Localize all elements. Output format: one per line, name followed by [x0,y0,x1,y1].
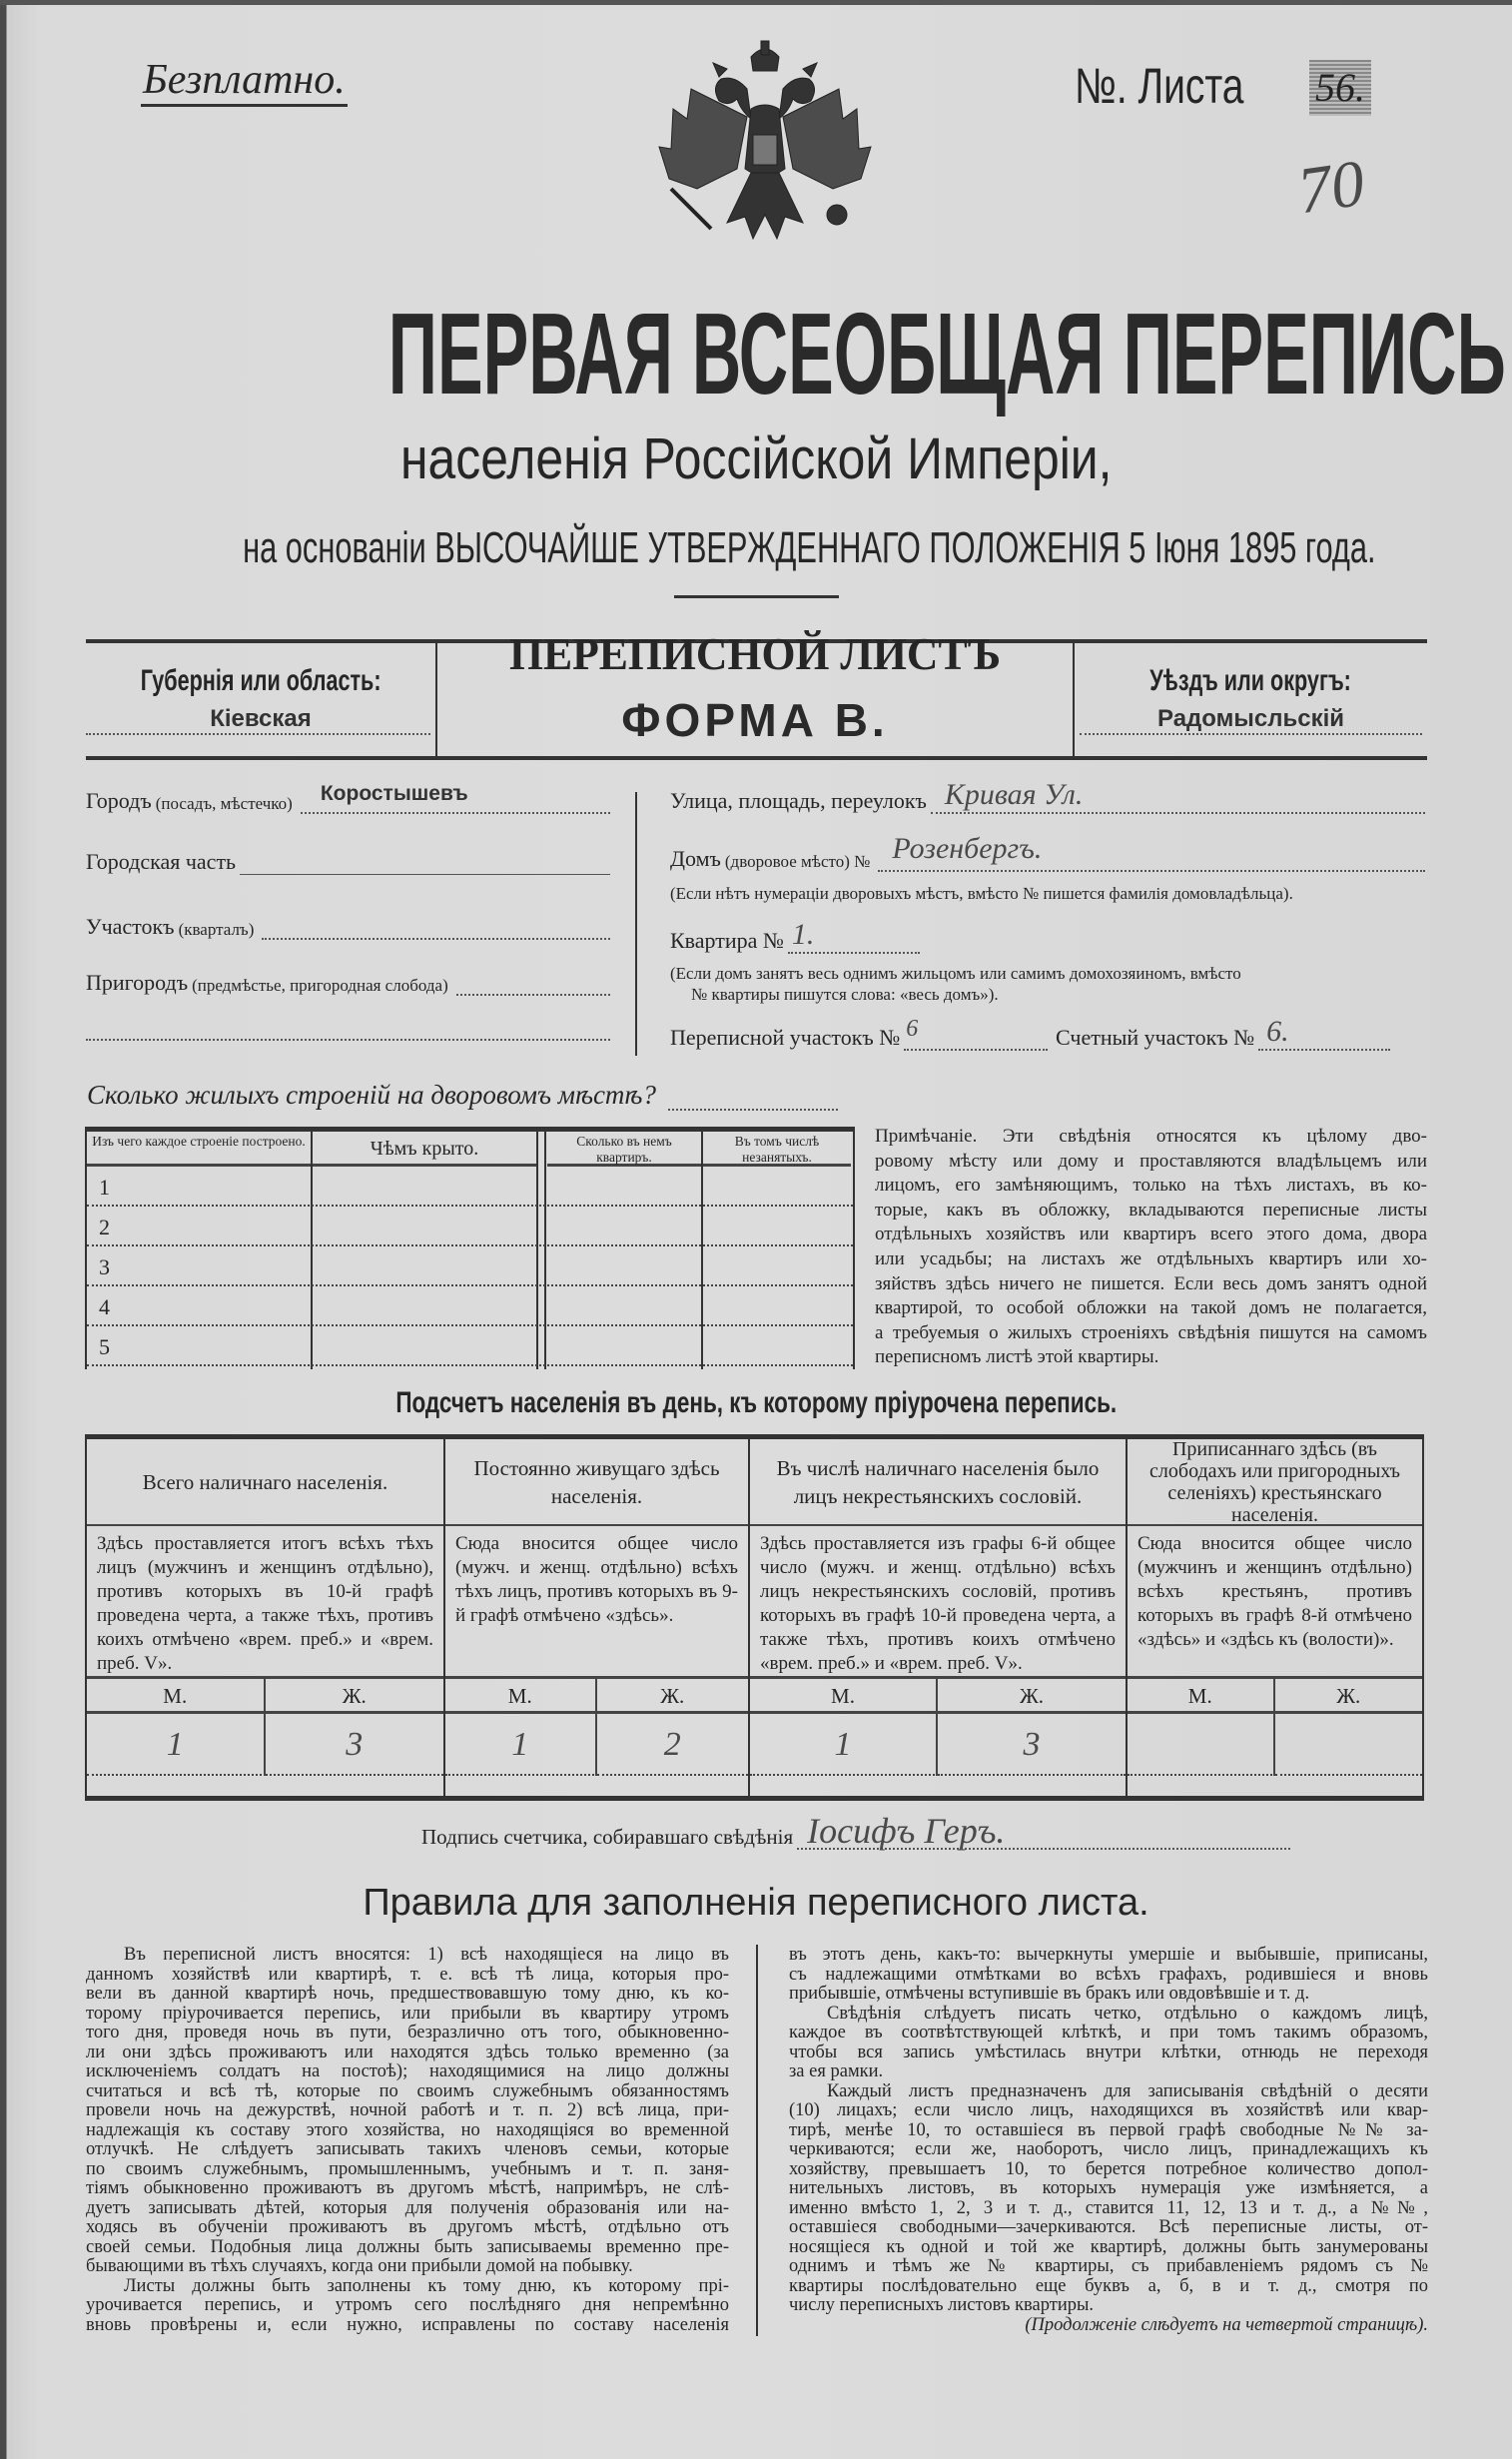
rules-left-column [86,1946,729,2335]
column-description: Здѣсь проставляется изъ графы 6-й общее число (мужч. и женщ. отдѣльно) всѣхъ лицъ некрестьянскихъ сословій, противъ которыхъ въ графѣ 10-й проведена черта, а также тѣхъ, противъ коихъ отмѣчено «врем. преб.» и «врем. преб. V». [750,1526,1126,1679]
house-sublabel: (дворовое мѣсто) № [724,852,871,871]
rules-line: исключеніемъ солдатъ на постоѣ); находящимися на лицо должны [86,2062,729,2081]
note-text [875,1125,1427,1370]
buildings-col-apartments: Сколько въ немъ квартиръ. [547,1132,701,1167]
male-header: М. [1128,1679,1275,1714]
precinct-sublabel: (кварталъ) [178,920,255,939]
basis-main: ВЫСОЧАЙШЕ УТВЕРЖДЕННАГО ПОЛОЖЕНІЯ 5 Іюня 1895 года. [434,523,1376,572]
female-count[interactable]: 3 [938,1714,1126,1776]
district-value: Радомысльскій [1157,705,1344,732]
row-number: 1 [99,1175,110,1200]
suburb-field[interactable] [86,966,610,996]
rules-line: (10) лицахъ; если число лицъ, находящихся въ хозяйствѣ или квар- [789,2101,1428,2120]
rules-line: Листы должны быть заполнены къ тому дню, къ которому прі- [124,2276,729,2296]
signature-label: Подпись счетчика, собиравшаго свѣдѣнія [421,1825,794,1849]
table-row[interactable] [87,1286,853,1326]
rules-line: тирѣ, менѣе 10, то оставшіеся въ первой графѣ свободные №№ за- [789,2120,1428,2140]
rules-line: прибывшіе, отмѣчены вступившіе въ бракъ или овдовѣвшіе и т. д. [789,1985,1310,2004]
buildings-col-roof: Чѣмъ крыто. [313,1132,536,1167]
apartment-note-2: № квартиры пишутся слова: «весь домъ»). [691,985,999,1004]
house-label: Домъ [670,846,721,871]
rules-line: ли они здѣсь проживаютъ или находятся здѣсь только временно (за [86,2043,729,2062]
form-label: ФОРМА В. [621,694,889,746]
buildings-question: Сколько жилыхъ строеній на дворовомъ мѣстѣ? [87,1080,656,1110]
population-title: Подсчетъ населенія въ день, къ которому пріурочена перепись. [395,1386,1117,1419]
column-divider [756,1945,758,2336]
rules-title: Правила для заполненія переписного листа. [363,1882,1149,1924]
rules-line: (Продолженіе слѣдуетъ на четвертой страницѣ). [1025,2315,1428,2335]
count-section-label: Счетный участокъ № [1056,1025,1255,1050]
note-line: квартирой, то особой обложки на такой домъ не полагается, [875,1297,1427,1319]
apartment-field[interactable] [670,918,920,954]
buildings-question-field[interactable] [87,1081,858,1111]
column-description: Сюда вносится общее число (мужчинъ и женщинъ отдѣльно) всѣхъ крестьянъ, противъ которыхъ въ графѣ 8-й отмѣчено «здѣсь» и «здѣсь къ (волости)». [1128,1526,1422,1679]
note-line: переписномъ листѣ этой квартиры. [875,1346,1159,1368]
buildings-col-vacant: Въ томъ числѣ незанятыхъ. [703,1132,851,1167]
rules-line: по своимъ служебнымъ, промышленнымъ, учебнымъ и т. п. заня- [86,2159,729,2179]
row-number: 2 [99,1215,110,1239]
female-count[interactable]: 2 [597,1714,749,1776]
rules-line: того дня, проведя ночь въ пути, безразлично отъ того, обыкновенно- [86,2024,729,2043]
enumerator-signature-field[interactable] [421,1811,1290,1851]
rules-line: ходясь въ обученіи проживаютъ въ другомъ мѣстѣ, отдѣльно отъ [86,2218,729,2237]
rules-line: вели въ данной квартирѣ ночь, предшествовавшую тому дню, къ ко- [86,1985,729,2004]
buildings-table [85,1127,855,1369]
column-header: Въ числѣ наличнаго населенія было лицъ некрестьянскихъ сословій. [750,1439,1126,1526]
rules-line: носящіеся къ одной и той же квартирѣ, должны быть занумерованы [789,2237,1428,2257]
count-section-field[interactable] [1056,1015,1390,1051]
city-part-label: Городская часть [86,849,237,874]
rules-line: отлучкѣ. Не слѣдуетъ записывать такихъ членовъ семьи, которые [86,2140,729,2159]
town-sublabel: (посадъ, мѣстечко) [155,794,293,813]
rules-line: торому пріурочивается перепись, или прибыли въ квартиру утромъ [86,2004,729,2024]
box-bottom-rule [86,756,1427,760]
page-subtitle: населенія Россійской Имперіи, [399,426,1113,491]
imperial-eagle-emblem [651,39,879,251]
suburb-label: Пригородъ [86,970,189,995]
rules-line: провели ночь на дежурствѣ, ночной работѣ и т. п. 2) всѣ лица, при- [86,2101,729,2120]
male-count[interactable]: 1 [750,1714,938,1776]
rules-line: Въ переписной листъ вносятся: 1) всѣ находящіеся на лицо въ [124,1946,729,1965]
sheet-number-value: 56. [1309,60,1371,116]
rules-line: дуетъ записывать дѣтей, которыя для полученія образованія или на- [86,2198,729,2218]
house-note: (Если нѣтъ нумераціи дворовыхъ мѣстъ, вмѣсто № пишется фамилія домовладѣльца). [670,884,1293,903]
city-part-field[interactable] [86,845,610,875]
sheet-number [1075,58,1365,114]
female-header: Ж. [597,1679,749,1714]
note-line: Примѣчаніе. Эти свѣдѣнія относятся къ цѣлому дво- [875,1126,1427,1147]
census-section-field[interactable] [670,1016,1048,1051]
female-count[interactable] [1275,1714,1423,1776]
column-description: Здѣсь проставляется итогъ всѣхъ тѣхъ лицъ (мужчинъ и женщинъ отдѣльно), противъ которыхъ въ 10-й графѣ проведена черта, а также тѣхъ, противъ коихъ отмѣчено «врем. преб.» и «врем. преб. V». [87,1526,443,1679]
province-label: Губернія или область: [140,664,381,697]
rules-line: числу переписныхъ листовъ квартиры. [789,2296,1095,2315]
male-count[interactable] [1128,1714,1275,1776]
rules-line: однимъ и тѣмъ же № квартиры, съ прибавленіемъ рядомъ съ № [789,2257,1428,2276]
subtitle-wrap [0,427,1512,491]
province-line [86,733,430,735]
apartment-label: Квартира № [670,928,784,953]
note-line: отдѣльныхъ хозяйствъ или квартиръ всего этого дома, двора [875,1224,1427,1245]
census-section-value: 6 [906,1016,919,1042]
column-header: Всего наличнаго населенія. [87,1439,443,1526]
rules-line: урочивается перепись, и утромъ сего послѣдняго дня непремѣнно [86,2296,729,2315]
male-count[interactable]: 1 [445,1714,597,1776]
basis-prefix: на основаніи [243,523,426,572]
row-number: 4 [99,1294,110,1319]
rules-line: оставшіеся свободными—зачеркиваются. Всѣ переписные листы, от- [789,2218,1428,2237]
rules-line: Свѣдѣнія слѣдуетъ писать четко, отдѣльно о каждомъ лицѣ, [827,2004,1428,2024]
male-header: М. [87,1679,266,1714]
male-count[interactable]: 1 [87,1714,266,1776]
row-number: 3 [99,1254,110,1279]
sheet-number-label: №. Листа [1075,58,1244,114]
buildings-col-material: Изъ чего каждое строеніе построено. [87,1132,311,1167]
page-title: ПЕРВАЯ ВСЕОБЩАЯ ПЕРЕПИСЬ [387,289,1506,418]
rules-line: своей семьи. Подобныя лица должны быть записываемы временно пре- [86,2237,729,2257]
district-label: Уѣздъ или округъ: [1149,664,1352,697]
rules-line: за ея рамки. [789,2062,884,2081]
rules-line: данномъ хозяйствѣ или квартирѣ, т. е. всѣ тѣ лица, которыя про- [86,1965,729,1985]
rules-line: черкиваются; если же, наоборотъ, число лицъ, принадлежащихъ къ [789,2140,1428,2159]
apartment-note-1: (Если домъ занятъ весь однимъ жильцомъ или самимъ домохозяиномъ, вмѣсто [670,964,1241,983]
table-row[interactable] [87,1207,853,1246]
population-col-non-peasant [750,1439,1128,1796]
male-header: М. [445,1679,597,1714]
title-wrap [0,289,1512,418]
street-field[interactable] [670,778,1425,814]
table-row[interactable] [87,1167,853,1207]
rules-line: каждое въ соотвѣтствующей клѣткѣ, и при томъ такимъ образомъ, [789,2024,1428,2043]
column-header: Постоянно живущаго здѣсь населенія. [445,1439,748,1526]
table-row[interactable] [87,1246,853,1286]
house-value: Розенбергъ. [892,832,1043,865]
town-label: Городъ [86,788,152,813]
scan-edge [0,0,1512,5]
apartment-value: 1. [791,918,815,951]
census-section-label: Переписной участокъ № [670,1025,901,1050]
sheet-title: ПЕРЕПИСНОЙ ЛИСТЪ [508,628,1002,679]
suburb-continuation-line[interactable] [86,1039,610,1041]
population-col-registered-peasant [1128,1439,1422,1796]
rules-line: нительныхъ листовъ, въ которыхъ нумерація уже измѣняется, а [789,2179,1428,2198]
suburb-sublabel: (предмѣстье, пригородная слобода) [192,976,448,995]
count-section-value: 6. [1266,1015,1289,1048]
rules-line: тіямъ обыкновенно проживаютъ въ другомъ мѣстѣ, напримѣръ, не слѣ- [86,2179,729,2198]
divider [674,595,839,598]
note-line: лицомъ, его замѣняющимъ, только на тѣхъ листахъ, въ ко- [875,1175,1427,1197]
note-line: зяйствъ здѣсь ничего не пишется. Если весь домъ занятъ одной [875,1272,1427,1294]
rules-line: съ надлежащими отмѣтками во всѣхъ графахъ, родившіеся и вновь [789,1965,1428,1985]
free-label: Безплатно. [141,58,348,107]
note-line: торые, какъ въ обложку, вкладываются переписные листы [875,1199,1427,1221]
population-col-permanent [445,1439,750,1796]
rules-line: чтобы вся запись умѣстилась внутри клѣтки, отнюдь не переходя [789,2043,1428,2062]
population-table [85,1434,1424,1801]
rules-line: считаться и всѣ тѣ, которые по своимъ служебнымъ обязанностямъ [86,2081,729,2101]
rules-line: въ этотъ день, какъ-то: вычеркнуты умершіе и выбывшіе, приписаны, [789,1946,1428,1965]
archive-mark: 70 [1293,146,1369,229]
house-field[interactable] [670,832,1425,872]
rules-line: именно вмѣсто 1, 2, 3 и т. д., ставится 11, 12, 13 и т. д., а №№, [789,2198,1428,2218]
female-header: Ж. [1275,1679,1423,1714]
male-header: М. [750,1679,938,1714]
province-value: Кіевская [210,705,312,732]
note-line: а требуемыя о жилыхъ строеніяхъ свѣдѣнія пишутся на самомъ [875,1321,1427,1343]
note-line: ровому мѣсту или дому и проставляются владѣльцемъ или [875,1150,1427,1172]
district-line [1080,733,1422,735]
street-value: Кривая Ул. [944,778,1084,811]
precinct-field[interactable] [86,910,610,940]
town-value: Коростышевъ [320,782,468,805]
signature-value: Іосифъ Геръ. [807,1811,1006,1851]
row-number: 5 [99,1334,110,1359]
female-header: Ж. [266,1679,444,1714]
population-col-total [87,1439,445,1796]
rules-line: бывающими въ тѣхъ случаяхъ, когда они прибыли домой на побывку. [86,2257,633,2276]
fields-divider [635,792,637,1056]
box-divider [1073,643,1075,756]
basis-wrap [0,523,1512,573]
female-header: Ж. [938,1679,1126,1714]
rules-line: квартиры послѣдовательно еще буквъ а, б, в и т. д., смотря по [789,2276,1428,2296]
precinct-label: Участокъ [86,914,175,939]
column-header: Приписаннаго здѣсь (въ слободахъ или пригородныхъ селеніяхъ) крестьянскаго населенія. [1128,1439,1422,1526]
rules-line: хозяйству, превышаетъ 10, то берется потребное количество допол- [789,2159,1428,2179]
table-row[interactable] [87,1326,853,1366]
column-description: Сюда вносится общее число (мужч. и женщ. отдѣльно) всѣхъ тѣхъ лицъ, противъ которыхъ въ 9-й графѣ отмѣчено «здѣсь». [445,1526,748,1679]
street-label: Улица, площадь, переулокъ [670,788,927,813]
rules-line: надлежащія къ составу этого хозяйства, но находящіяся во временной [86,2120,729,2140]
rules-line: Каждый листъ предназначенъ для записыванія свѣдѣній о десяти [827,2081,1428,2101]
female-count[interactable]: 3 [266,1714,444,1776]
town-field[interactable] [86,784,610,814]
note-line: или усадьбы; на листахъ же отдѣльныхъ квартиръ или хо- [875,1247,1427,1269]
rules-line: вновь провѣрены и, если нужно, исправлены по составу населенія [86,2315,729,2335]
rules-right-column [789,1946,1428,2335]
